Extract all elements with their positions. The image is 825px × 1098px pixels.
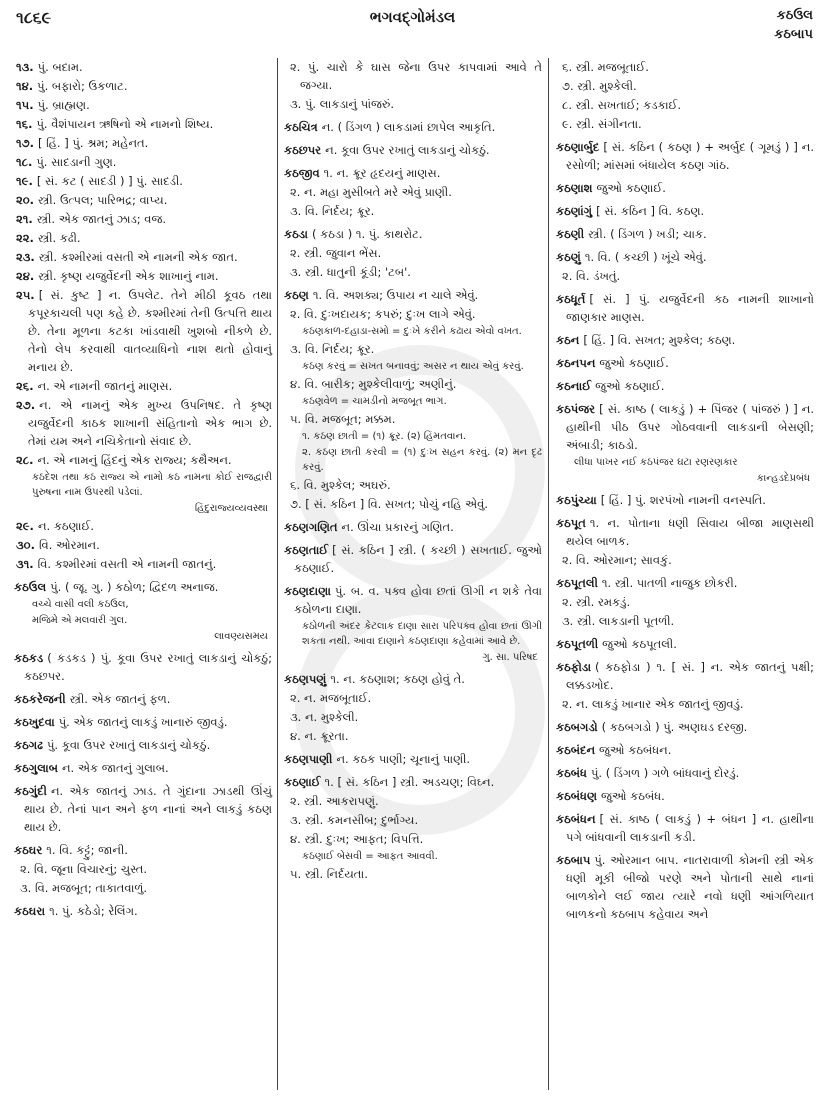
definition-text: ( કઠફોડા ) ૧. [ સં. ] ન. એક જાતનું પક્ષી; લક્કડખોદ. bbox=[566, 660, 814, 692]
definition-text: ૮. સ્ત્રી. સખતાઈ; કડકાઈ. bbox=[562, 98, 682, 112]
sub-sense bbox=[556, 612, 814, 630]
definition-text: ૭. સ્ત્રી. મુશ્કેલી. bbox=[562, 79, 637, 93]
definition-text: ૪. ન. ક્રૂરતા. bbox=[290, 729, 349, 743]
dictionary-entry bbox=[284, 541, 542, 577]
definition-text: ૨. સ્ત્રી. આકરાપણું. bbox=[290, 794, 379, 808]
definition-text: વિ. કશ્મીરમાં વસતી એ નામની જાતનું. bbox=[37, 557, 217, 571]
definition-text: પું. કૂવા ઉપર રખાતું લાકડાનું ચોકઠું. bbox=[46, 738, 211, 752]
headword: કઠપંજર bbox=[556, 402, 596, 416]
sense-number: ૧૩. bbox=[16, 60, 34, 74]
headword: કઠણાર્બુદ bbox=[556, 140, 600, 154]
definition-text: સ્ત્રી. કૃષ્ણ યજુર્વેદની એક શાખાનું નામ. bbox=[38, 269, 219, 283]
definition-text: ૨. ન. લાકડું ખાનાર એક જાતનું જીવડું. bbox=[562, 697, 744, 711]
sub-sense bbox=[284, 375, 542, 393]
headword: કઠણ bbox=[284, 288, 309, 302]
definition-text: ૨. વિ. ડંખતું. bbox=[562, 269, 621, 283]
sense-number: ૧૭. bbox=[16, 136, 34, 150]
definition-text: ( કઠડા ) ૧. પું. કાથરોટ. bbox=[311, 227, 423, 241]
headword: કઠજીવ bbox=[284, 166, 320, 180]
definition-text: ૧. ન. પોતાના ધણી સિવાય બીજા માણસથી થયેલ બાળક. bbox=[566, 516, 814, 548]
sub-sense bbox=[284, 95, 542, 113]
dictionary-entry bbox=[556, 331, 814, 349]
definition-text: ૩. ન. મુશ્કેલી. bbox=[290, 710, 359, 724]
headword: કઠગુંદી bbox=[14, 784, 47, 798]
definition-text: વિ. ઓરમાન. bbox=[38, 538, 100, 552]
quotation bbox=[14, 613, 272, 628]
numbered-sense bbox=[14, 555, 272, 573]
headword: કઠપૂતલી bbox=[556, 576, 598, 590]
definition-text: [ સં. કાષ્ઠ ( લાકડું ) + બંધન ] ન. હાથીના પગે બાંધવાની લાકડાની કડી. bbox=[566, 812, 814, 844]
quotation bbox=[556, 455, 814, 470]
numbered-sense bbox=[14, 396, 272, 450]
definition-text: [ સં. કઠિન ] સ્ત્રી. ( કચ્છી ) સખતાઈ. જુઓ કઠણાઈ. bbox=[294, 543, 542, 575]
sense-number: ૨૬. bbox=[16, 379, 34, 393]
dictionary-entry bbox=[556, 179, 814, 197]
numbered-sense bbox=[14, 58, 272, 76]
definition-text: ૧. વિ. કટ્ટું; જાની. bbox=[46, 843, 128, 857]
numbered-sense bbox=[14, 153, 272, 171]
definition-text: લીધા પાખર નઈ કઠપંજર ઘટા રણરણકાર bbox=[574, 457, 738, 468]
definition-text: ન. એ નામનું એક મુખ્ય ઉપનિષદ. તે કૃષ્ણ યજુર્વેદની કાઠક શાખાની સંહિતાનો એક ભાગ છે. તેમાં યમ અને નચિકેતાનો સંવાદ છે. bbox=[28, 398, 272, 448]
definition-text: ૩. પું. લાકડાનું પાંજરું. bbox=[290, 97, 394, 111]
sub-sense bbox=[284, 708, 542, 726]
guide-word-last: કઠબાપ bbox=[774, 27, 813, 42]
definition-text: ૧. વિ. ( કચ્છી ) ખૂંચે એવું. bbox=[584, 250, 707, 264]
definition-text: મજિમે એ મલવારી ગુલ. bbox=[32, 615, 128, 626]
headword: કઠગઢ bbox=[14, 738, 43, 752]
dictionary-entry bbox=[556, 658, 814, 694]
quotation-source bbox=[14, 629, 272, 644]
definition-text: ૧. કઠણ છાતી = (૧) ક્રૂર. (૨) હિંમતવાન. bbox=[302, 431, 467, 442]
definition-text: [ સં. કુષ્ટ ] ન. ઉપલેટ. તેને મીઠી કૂવઠ તથા કપૂરકાચલી પણ કહે છે. કશ્મીરમાં તેની ઉત્પત્તિ થાય છે. તેના મૂળના કટકા ખાંડવાથી ખુશબો નીકળે છે. તેનો લેપ કરવાથી વાતવ્યાધિનો નાશ થતો હોવાનું મનાય છે. bbox=[28, 288, 272, 374]
column-divider bbox=[548, 58, 549, 1090]
definition-text: ૩. સ્ત્રી. કમનસીબ; દુર્ભાગ્ય. bbox=[290, 813, 419, 827]
headword: કઠણાઈ bbox=[284, 775, 321, 789]
sub-sense bbox=[284, 410, 542, 428]
sub-sense bbox=[284, 476, 542, 494]
definition-text: જુઓ કઠબંધન. bbox=[599, 743, 672, 757]
headword: કઠણું bbox=[556, 250, 581, 264]
definition-text: પું. બ. વ. પક્વ હોવા છતાં ઊગી ન શકે તેવા કઠોળના દાણા. bbox=[294, 584, 542, 616]
dictionary-entry bbox=[556, 225, 814, 243]
definition-text: ન. કઠણાઈ. bbox=[37, 519, 95, 533]
sense-number: ૨૨. bbox=[16, 231, 34, 245]
column-2 bbox=[284, 58, 542, 1092]
quotation bbox=[284, 849, 542, 864]
quotation bbox=[284, 394, 542, 409]
sub-sense bbox=[556, 593, 814, 611]
sub-sense bbox=[284, 58, 542, 94]
dictionary-entry bbox=[14, 902, 272, 920]
sense-number: ૧૪. bbox=[16, 79, 34, 93]
definition-text: ૨. પું. ચારો કે ઘાસ જેના ઉપર કાપવામાં આવે તે જગ્યા. bbox=[290, 60, 542, 92]
definition-text: કઠણકાળ-દહાડા-સમો = દુઃખે કરીને કઢાય એવો વખત. bbox=[302, 326, 522, 337]
definition-text: ૭. [ સં. કઠિન ] વિ. સખત; પોચું નહિ એવું. bbox=[290, 497, 488, 511]
headword: કઠણદાણા bbox=[284, 584, 331, 598]
numbered-sense bbox=[14, 536, 272, 554]
definition-text: પું. બફારો; ઉકળાટ. bbox=[37, 79, 128, 93]
dictionary-entry bbox=[556, 635, 814, 653]
definition-text: ૫. સ્ત્રી. નિર્દયતા. bbox=[290, 867, 368, 881]
headword: કઠનપન bbox=[556, 356, 596, 370]
headword: કઠડા bbox=[284, 227, 308, 241]
numbered-sense bbox=[14, 77, 272, 95]
definition-text: ૩. વિ. નિર્દય; ક્રૂર. bbox=[290, 342, 375, 356]
definition-text: સ્ત્રી. ( ડિંગળ ) ખડી; ચાક. bbox=[588, 227, 707, 241]
column-divider bbox=[277, 58, 278, 1090]
headword: કઠધૂર્ત bbox=[556, 292, 586, 306]
sense-number: ૨૯. bbox=[16, 519, 34, 533]
definition-text: ૩. સ્ત્રી. લાકડાની પૂતળી. bbox=[562, 614, 675, 628]
dictionary-entry bbox=[14, 649, 272, 685]
dictionary-entry bbox=[556, 718, 814, 736]
definition-text: જુઓ કઠણાઈ. bbox=[595, 379, 665, 393]
dictionary-entry bbox=[284, 286, 542, 304]
quotation-source bbox=[14, 501, 272, 516]
quotation bbox=[284, 324, 542, 339]
definition-text: ૨. વિ. જૂના વિચારનું; ચુસ્ત. bbox=[20, 862, 148, 876]
definition-text: ૧. સ્ત્રી. પાતળી નાજુક છોકરી. bbox=[601, 576, 738, 590]
dictionary-entry bbox=[284, 164, 542, 182]
definition-text: સ્ત્રી. એક જાતનું ફળ. bbox=[69, 692, 171, 706]
sub-sense bbox=[284, 830, 542, 848]
column-3 bbox=[556, 58, 814, 1092]
definition-text: ૧. પું. કઠેડો; રેલિંગ. bbox=[49, 904, 138, 918]
sub-sense bbox=[284, 244, 542, 262]
definition-text: ૨. ન. મજબૂતાઈ. bbox=[290, 691, 372, 705]
dictionary-entry bbox=[284, 582, 542, 618]
definition-text: કઠણ કરવું = સખત બનાવવું; અસર ન થાય એવું કરવું. bbox=[302, 361, 524, 372]
headword: કઠઘરા bbox=[14, 904, 46, 918]
dictionary-entry bbox=[284, 225, 542, 243]
headword: કઠખુદવા bbox=[14, 715, 55, 729]
headword: કઠબંધન bbox=[556, 812, 596, 826]
headword: કઠગુલાબ bbox=[14, 761, 58, 775]
headword: કઠચિત્ર bbox=[284, 120, 318, 134]
definition-text: [ હિં. ] પું. શ્રમ; મહેનત. bbox=[38, 136, 149, 150]
headword: કઠણતાઈ bbox=[284, 543, 329, 557]
definition-text: કઠોળની અંદર કેટલાક દાણા સારા પરિપક્વ હોવા છતાં ઊગી શકતા નથી. આવા દાણાને કઠણદાણા કહેવામાં આવે છે. bbox=[302, 621, 542, 647]
dictionary-entry bbox=[14, 736, 272, 754]
sub-sense bbox=[284, 792, 542, 810]
numbered-sense bbox=[14, 191, 272, 209]
dictionary-entry bbox=[556, 741, 814, 759]
sub-sense bbox=[284, 202, 542, 220]
sub-sense bbox=[556, 551, 814, 569]
headword: કઠણાંગું bbox=[556, 204, 593, 218]
dictionary-entry bbox=[556, 400, 814, 454]
sub-sense bbox=[284, 727, 542, 745]
definition-text: જુઓ કઠબંધ. bbox=[600, 789, 665, 803]
definition-text: ન. કઠક પાણી; ચૂનાનું પાણી. bbox=[336, 752, 471, 766]
definition-text: ૩. વિ. મજબૂત; તાકાતવાળું. bbox=[20, 881, 148, 895]
definition-text: પું. એક જાતનું લાકડું ખાનારું જીવડું. bbox=[58, 715, 228, 729]
definition-text: ન. ( ડિંગળ ) લાકડામાં છાપેલ આકૃતિ. bbox=[321, 120, 496, 134]
definition-text: પું. બદામ. bbox=[37, 60, 83, 74]
definition-text: ૨. વિ. ઓરમાન; સાવકું. bbox=[562, 553, 672, 567]
definition-text: પું. બ્રાહ્મણ. bbox=[37, 98, 90, 112]
definition-text: કઠણાઈ બેસવી = આફત આવવી. bbox=[302, 851, 438, 862]
dictionary-entry bbox=[556, 810, 814, 846]
headword: કઠણી bbox=[556, 227, 585, 241]
headword: કઠનાઈ bbox=[556, 379, 592, 393]
sense-number: ૧૬. bbox=[16, 117, 33, 131]
numbered-sense bbox=[14, 377, 272, 395]
quotation bbox=[284, 429, 542, 444]
sub-sense bbox=[556, 115, 814, 133]
definition-text: કાન્હડદેપ્રબંધ bbox=[756, 473, 810, 484]
headword: કઠણપણું bbox=[284, 672, 327, 686]
headword: કઠકરેજની bbox=[14, 692, 66, 706]
definition-text: ૪. વિ. બારીક; મુશ્કેલીવાળું; અણીનું. bbox=[290, 377, 457, 391]
sub-sense bbox=[14, 860, 272, 878]
definition-text: કઠણવેળ = ચામડીનો મજબૂત ભાગ. bbox=[302, 396, 447, 407]
definition-text: [ સં. કઠિન ] વિ. કઠણ. bbox=[596, 204, 705, 218]
dictionary-entry bbox=[14, 690, 272, 708]
dictionary-entry bbox=[556, 574, 814, 592]
dictionary-entry bbox=[14, 713, 272, 731]
quotation bbox=[284, 619, 542, 649]
sub-sense bbox=[284, 263, 542, 281]
sense-number: ૩૧. bbox=[16, 557, 34, 571]
headword: કઠણગણિત bbox=[284, 520, 338, 534]
sub-sense bbox=[284, 495, 542, 513]
dictionary-entry bbox=[556, 248, 814, 266]
headword: કઠબગડો bbox=[556, 720, 598, 734]
sub-sense bbox=[556, 267, 814, 285]
definition-text: જુઓ કઠપૂતલી. bbox=[602, 637, 677, 651]
definition-text: સ્ત્રી. કશ્મીરમાં વસતી એ નામની એક જાત. bbox=[38, 250, 238, 264]
quotation bbox=[14, 470, 272, 500]
numbered-sense bbox=[14, 229, 272, 247]
numbered-sense bbox=[14, 451, 272, 469]
definition-text: જુઓ કઠણાઈ. bbox=[599, 356, 669, 370]
dictionary-entry bbox=[284, 773, 542, 791]
headword: કઠફોડા bbox=[556, 660, 592, 674]
dictionary-entry bbox=[556, 514, 814, 550]
definition-text: ( કઠબગડો ) પું. અણઘડ દરજી. bbox=[601, 720, 748, 734]
quotation bbox=[284, 445, 542, 475]
headword: કઠણાશ bbox=[556, 181, 593, 195]
sense-number: ૨૧. bbox=[16, 212, 33, 226]
sense-number: ૨૫. bbox=[16, 288, 35, 302]
sub-sense bbox=[556, 58, 814, 76]
definition-text: ૨. સ્ત્રી. રમકડું. bbox=[562, 595, 631, 609]
definition-text: ૨. ન. મહા મુસીબતે મરે એવું પ્રાણી. bbox=[290, 185, 452, 199]
definition-text: સ્ત્રી. એક જાતનું ઝાડ; વજ. bbox=[36, 212, 166, 226]
dictionary-entry bbox=[284, 750, 542, 768]
sense-number: ૨૪. bbox=[16, 269, 35, 283]
sense-number: ૧૯. bbox=[16, 174, 33, 188]
dictionary-entry bbox=[14, 841, 272, 859]
definition-text: પું. ઓરમાન બાપ. નાતરાવાળી કોમની સ્ત્રી એક ધણી મૂકી બીજો પરણે અને પોતાની સાથે નાનાં બાળકોને લઈ જાય ત્યારે નવો ધણી આંગળિયાત બાળકનો કઠબાપ કહેવાય અને bbox=[566, 853, 814, 921]
definition-text: ૨. વિ. દુઃખદાયક; કપરું; દુઃખ લાગે એવું. bbox=[290, 307, 476, 321]
definition-text: લાવણ્યસમય bbox=[214, 631, 268, 642]
headword: કઠઉલ bbox=[14, 580, 47, 594]
dictionary-entry bbox=[284, 670, 542, 688]
headword: કઠન bbox=[556, 333, 580, 347]
definition-text: [ સં. કાષ્ઠ ( લાકડું ) + પિંજર ( પાંજરું ) ] ન. હાથીની પીઠ ઉપર ગોઠવવાની લાકડાની બેસણી; અંબાડી; કાઠડો. bbox=[566, 402, 814, 452]
headword: કઠછપર bbox=[284, 143, 322, 157]
dictionary-entry bbox=[556, 202, 814, 220]
definition-text: [ સં. ] પું. યજુર્વેદની કઠ નામની શાખાનો જાણકાર માણસ. bbox=[566, 292, 814, 324]
dictionary-entry bbox=[556, 354, 814, 372]
numbered-sense bbox=[14, 172, 272, 190]
dictionary-entry bbox=[556, 290, 814, 326]
quotation bbox=[14, 597, 272, 612]
definition-text: સ્ત્રી. ઉત્પલ; પારિભદ્ર; વાપ્ય. bbox=[38, 193, 168, 207]
headword: કઠબંદન bbox=[556, 743, 596, 757]
definition-text: પું. સાદડાની ગુણ. bbox=[36, 155, 117, 169]
definition-text: ૯. સ્ત્રી. સંગીનતા. bbox=[562, 117, 642, 131]
numbered-sense bbox=[14, 96, 272, 114]
definition-text: ૧. ન. કઠણાશ; કઠણ હોવું તે. bbox=[330, 672, 465, 686]
dictionary-entry bbox=[556, 851, 814, 923]
headword: કઠબંધ bbox=[556, 766, 587, 780]
numbered-sense bbox=[14, 248, 272, 266]
guide-word-first: કઠઉલ bbox=[776, 8, 813, 23]
definition-text: ન. એક જાતનું ઝાડ. તે ગુંદાના ઝાડથી ઊંચું થાય છે. તેનાં પાન અને ફળ નાનાં અને લાકડું કઠણ થાય છે. bbox=[24, 784, 272, 834]
definition-text: ન. એક જાતનું ગુલાબ. bbox=[61, 761, 169, 775]
definition-text: જુઓ કઠણાઈ. bbox=[596, 181, 666, 195]
headword: કઠપુંચ્યા bbox=[556, 493, 597, 507]
sense-number: ૨૩. bbox=[16, 250, 35, 264]
definition-text: ગુ. સા. પરિષદ bbox=[482, 652, 538, 663]
definition-text: [ હિં. ] પું. શરપંખો નામની વનસ્પતિ. bbox=[600, 493, 766, 507]
numbered-sense bbox=[14, 134, 272, 152]
guide-words bbox=[774, 6, 813, 44]
definition-text: ( કડકડ ) પું. કૂવા ઉપર રખાતું લાકડાનું ચોકઠું; કઠછપર. bbox=[24, 651, 272, 683]
definition-text: [ સં. કટ ( સાદડી ) ] પું. સાદડી. bbox=[36, 174, 183, 188]
definition-text: પું. ( જૂ. ગુ. ) કઠોળ; દ્વિદળ અનાજ. bbox=[50, 580, 219, 594]
definition-text: ૩. સ્ત્રી. ધાતુની કૂંડી; 'ટબ'. bbox=[290, 265, 411, 279]
sense-number: ૧૫. bbox=[16, 98, 34, 112]
dictionary-entry bbox=[556, 764, 814, 782]
definition-text: ૧. ન. ક્રૂર હૃદયનું માણસ. bbox=[323, 166, 441, 180]
definition-text: ૪. સ્ત્રી. દુઃખ; આફત; વિપત્તિ. bbox=[290, 832, 424, 846]
sense-number: ૨૮. bbox=[16, 453, 34, 467]
dictionary-entry bbox=[14, 782, 272, 836]
numbered-sense bbox=[14, 210, 272, 228]
headword: કઠઘર bbox=[14, 843, 43, 857]
column-1 bbox=[14, 58, 272, 1092]
definition-text: પું. ( ડિંગળ ) ગળે બાંધવાનું દોરડું. bbox=[590, 766, 740, 780]
headword: કઠપૂતળી bbox=[556, 637, 599, 651]
numbered-sense bbox=[14, 267, 272, 285]
definition-text: ન. ઊંચા પ્રકારનું ગણિત. bbox=[341, 520, 454, 534]
quotation bbox=[284, 359, 542, 374]
sense-number: ૨૦. bbox=[16, 193, 35, 207]
headword: કઠબાપ bbox=[556, 853, 591, 867]
numbered-sense bbox=[14, 517, 272, 535]
sub-sense bbox=[556, 77, 814, 95]
dictionary-entry bbox=[14, 578, 272, 596]
sub-sense bbox=[284, 340, 542, 358]
page-number: ૧૮૬૯ bbox=[16, 8, 52, 27]
quotation-source bbox=[284, 650, 542, 665]
dictionary-entry bbox=[284, 518, 542, 536]
sub-sense bbox=[556, 695, 814, 713]
numbered-sense bbox=[14, 115, 272, 133]
headword: કઠકડ bbox=[14, 651, 44, 665]
numbered-sense bbox=[14, 286, 272, 376]
headword: કઠબંધણ bbox=[556, 789, 597, 803]
sub-sense bbox=[284, 865, 542, 883]
definition-text: ૨. સ્ત્રી. જુવાન ભેંસ. bbox=[290, 246, 382, 260]
definition-text: [ હિં. ] વિ. સખત; મુશ્કેલ; કઠણ. bbox=[583, 333, 736, 347]
headword: કઠણપાણી bbox=[284, 752, 333, 766]
definition-text: ૬. સ્ત્રી. મજબૂતાઈ. bbox=[562, 60, 649, 74]
sense-number: ૨૭. bbox=[16, 398, 36, 412]
dictionary-entry bbox=[284, 141, 542, 159]
definition-text: ૩. વિ. નિર્દય; ક્રૂર. bbox=[290, 204, 375, 218]
dictionary-entry bbox=[556, 491, 814, 509]
definition-text: ન. એ નામનું હિંદનું એક રાજ્ય; કથૈઅન. bbox=[37, 453, 232, 467]
sub-sense bbox=[14, 879, 272, 897]
headword: કઠપૂત bbox=[556, 516, 586, 530]
dictionary-entry bbox=[556, 787, 814, 805]
definition-text: ૫. વિ. મજબૂત; મક્કમ. bbox=[290, 412, 396, 426]
definition-text: ન. એ નામની જાતનું માણસ. bbox=[37, 379, 173, 393]
sub-sense bbox=[284, 689, 542, 707]
sub-sense bbox=[556, 96, 814, 114]
sub-sense bbox=[284, 811, 542, 829]
dictionary-entry bbox=[556, 138, 814, 174]
definition-text: ૧. [ સં. કઠિન ] સ્ત્રી. અડચણ; વિઘ્ન. bbox=[324, 775, 495, 789]
dictionary-entry bbox=[14, 759, 272, 777]
sense-number: ૩૦. bbox=[16, 538, 35, 552]
page-title: ભગવદ્ગોમંડલ bbox=[369, 8, 456, 26]
definition-text: ૨. કઠણ છાતી કરવી = (૧) દુઃખ સહન કરવું. (૨) મન દૃઢ કરવું. bbox=[302, 447, 542, 473]
definition-text: પું. વૈશંપાયન ઋષિનો એ નામનો શિષ્ય. bbox=[36, 117, 214, 131]
definition-text: વચ્ચે વાસી વલી કઠઉલ, bbox=[32, 599, 129, 610]
definition-text: ન. કૂવા ઉપર રખાતું લાકડાનું ચોકઠું. bbox=[325, 143, 490, 157]
definition-text: હિંદુરાજ્યવ્યવસ્થા bbox=[194, 503, 268, 514]
sub-sense bbox=[284, 305, 542, 323]
sub-sense bbox=[284, 183, 542, 201]
dictionary-entry bbox=[556, 377, 814, 395]
definition-text: [ સં. કઠિન ( કઠણ ) + અર્બુદ ( ગૂમડું ) ] ન. રસોળી; માંસમાં બંધાયેલ કઠણ ગાંઠ. bbox=[566, 140, 814, 172]
definition-text: કઠદેશ તથા કઠ રાજ્ય એ નામો કઠ નામના કોઈ રાજદ્વારી પુરુષના નામ ઉપરથી પડેલાં. bbox=[32, 472, 272, 498]
dictionary-entry bbox=[284, 118, 542, 136]
definition-text: ૧. વિ. અશક્ય; ઉપાય ન ચાલે એવું. bbox=[312, 288, 479, 302]
quotation-source bbox=[556, 471, 814, 486]
definition-text: સ્ત્રી. કઢી. bbox=[37, 231, 81, 245]
definition-text: ૬. વિ. મુશ્કેલ; અઘરું. bbox=[290, 478, 391, 492]
sense-number: ૧૮. bbox=[16, 155, 33, 169]
